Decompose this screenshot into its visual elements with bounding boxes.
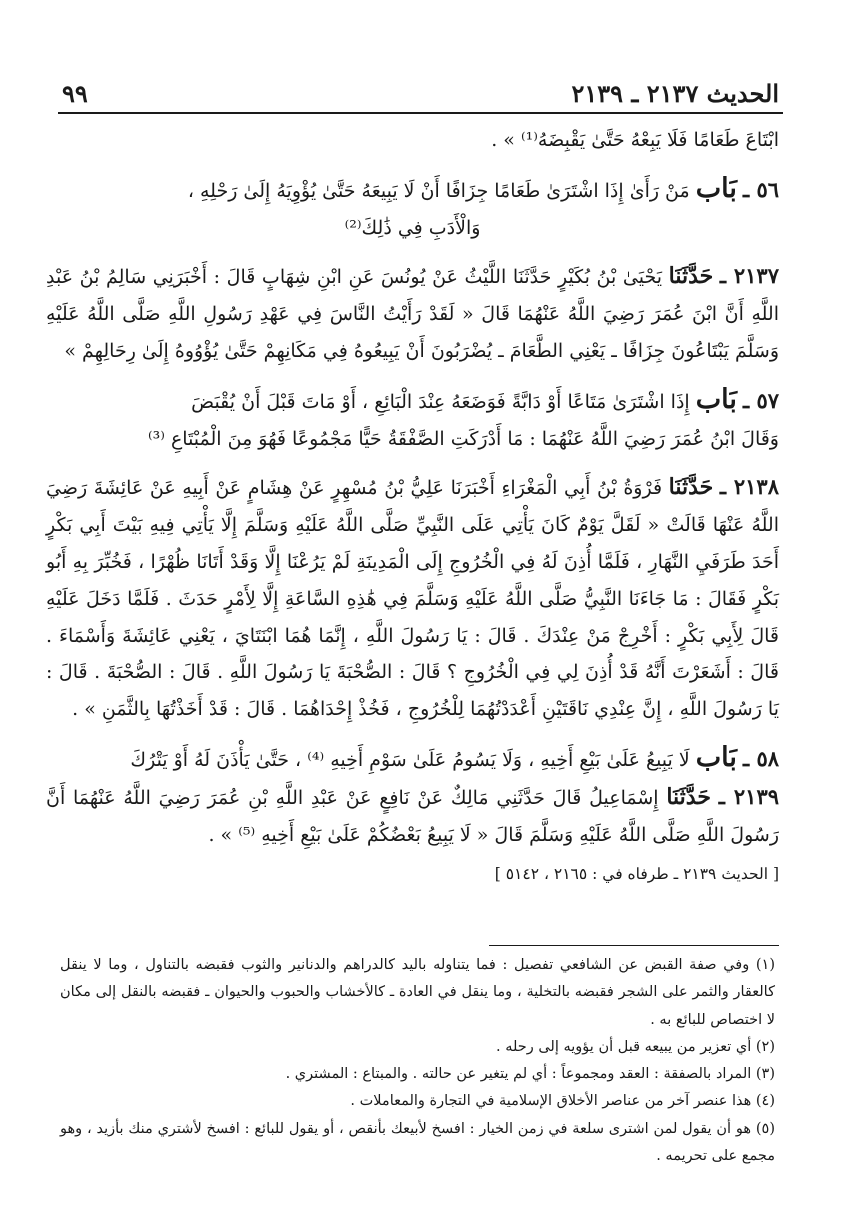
hadith-text: فَرْوَةُ بْنُ أَبِي الْمَغْرَاءِ أَخْبَرَنَا عَلِيُّ بْنُ مُسْهِرٍ عَنْ هِشَامٍ عَنْ أَبِيهِ عَنْ عَائِشَةَ رَضِيَ اللَّهُ عَنْهَا قَالَتْ « لَقَلَّ يَوْمٌ كَانَ يَأْتِي عَلَى النَّبِيِّ صَلَّى اللَّهُ عَلَيْهِ وَسَلَّمَ إِلَّا يَأْتِي فِيهِ بَيْتَ أَبِي بَكْرٍ أَحَدَ طَرَفَيِ النَّهَارِ ، فَلَمَّا أُذِنَ لَهُ فِي الْخُرُوجِ إِلَى الْمَدِينَةِ لَمْ يَرُعْنَا إِلَّا وَقَدْ أَتَانَا ظُهْرًا ، فَخُبِّرَ بِهِ أَبُو بَكْرٍ فَقَالَ : مَا جَاءَنَا النَّبِيُّ صَلَّى اللَّهُ عَلَيْهِ وَسَلَّمَ فِي هَٰذِهِ السَّاعَةِ إِلَّا لِأَمْرٍ حَدَثَ . فَلَمَّا دَخَلَ عَلَيْهِ قَالَ لِأَبِي بَكْرٍ : أَخْرِجْ مَنْ عِنْدَكَ . قَالَ : يَا رَسُولَ اللَّهِ ، إِنَّمَا هُمَا ابْنَتَايَ ، يَعْنِي عَائِشَةَ وَأَسْمَاءَ . قَالَ : أَشَعَرْتَ أَنَّهُ قَدْ أُذِنَ لِي فِي الْخُرُوجِ ؟ قَالَ : الصُّحْبَةَ يَا رَسُولَ اللَّهِ . قَالَ : الصُّحْبَةَ . قَالَ : يَا رَسُولَ اللَّهِ ، إِنَّ عِنْدِي نَاقَتَيْنِ أَعْدَدْتُهُمَا لِلْخُرُوجِ ، فَخُذْ إِحْدَاهُمَا . قَالَ : قَدْ أَخَذْتُهَا بِالثَّمَنِ » . xyxy=(46,477,779,721)
chapter-57 xyxy=(46,382,779,458)
chapter-title: لَا يَبِيعُ عَلَىٰ بَيْعِ أَخِيهِ ، وَلَا يَسُومُ عَلَىٰ سَوْمِ أَخِيهِ ⁽⁴⁾ ، حَتَّىٰ يَأْذَنَ لَهُ أَوْ يَتْرُكَ xyxy=(130,748,690,771)
footnote-4: (٤) هذا عنصر آخر من عناصر الأخلاق الإسلامية في التجارة والمعاملات . xyxy=(350,1093,775,1110)
hadith-2139 xyxy=(46,779,779,854)
chapter-label: بَاب xyxy=(695,383,737,415)
chapter-number: ٥٦ ـ xyxy=(742,176,779,202)
chapter-number: ٥٨ ـ xyxy=(742,745,779,771)
chapter-label: بَاب xyxy=(695,741,737,773)
header-title: الحديث ٢١٣٧ ـ ٢١٣٩ xyxy=(571,79,779,108)
hadith-text: يَحْيَىٰ بْنُ بُكَيْرٍ حَدَّثَنَا اللَّيْثُ عَنْ يُونُسَ عَنِ ابْنِ شِهَابٍ قَالَ : أَخْبَرَنِي سَالِمُ بْنُ عَبْدِ اللَّهِ أَنَّ ابْنَ عُمَرَ رَضِيَ اللَّهُ عَنْهُمَا قَالَ « لَقَدْ رَأَيْتُ النَّاسَ فِي عَهْدِ رَسُولِ اللَّهِ صَلَّى اللَّهُ عَلَيْهِ وَسَلَّمَ يَبْتَاعُونَ جِزَافًا ـ يَعْنِي الطَّعَامَ ـ يُضْرَبُونَ أَنْ يَبِيعُوهُ فِي مَكَانِهِمْ حَتَّىٰ يُؤْوُوهُ إِلَىٰ رِحَالِهِمْ » xyxy=(46,266,779,362)
footnotes xyxy=(60,952,775,1170)
footnote-separator xyxy=(489,945,779,946)
hadith-2138 xyxy=(46,469,779,728)
haddathana-word: حَدَّثَنَا xyxy=(668,474,714,501)
chapter-quote: وَقَالَ ابْنُ عُمَرَ رَضِيَ اللَّهُ عَنْهُمَا : مَا أَدْرَكَتِ الصَّفْقَةُ حَيًّا مَجْمُوعًا فَهُوَ مِنَ الْمُبْتَاعِ ⁽³⁾ xyxy=(147,427,779,450)
hadith-cross-reference: [ الحديث ٢١٣٩ ـ طرفاه في : ٢١٦٥ ، ٥١٤٢ ] xyxy=(494,865,779,884)
header-rule xyxy=(58,112,783,114)
hadith-text: إِسْمَاعِيلُ قَالَ حَدَّثَنِي مَالِكٌ عَنْ نَافِعٍ عَنْ عَبْدِ اللَّهِ بْنِ عُمَرَ رَضِيَ اللَّهُ عَنْهُمَا أَنَّ رَسُولَ اللَّهِ صَلَّى اللَّهُ عَلَيْهِ وَسَلَّمَ قَالَ « لَا يَبِيعُ بَعْضُكُمْ عَلَىٰ بَيْعِ أَخِيهِ ⁽⁵⁾ » . xyxy=(46,786,779,846)
chapter-58 xyxy=(46,740,779,779)
haddathana-word: حَدَّثَنَا xyxy=(668,263,714,290)
page-header xyxy=(62,74,779,114)
chapter-label: بَاب xyxy=(695,172,737,204)
chapter-number: ٥٧ ـ xyxy=(742,387,779,413)
hadith-2137 xyxy=(46,258,779,369)
footnote-2: (٢) أي تعزير من يبيعه قبل أن يؤويه إلى رحله . xyxy=(495,1038,775,1055)
footnote-5: (٥) هو أن يقول لمن اشترى سلعة في زمن الخيار : افسخ لأبيعك بأنقص ، أو يقول للبائع : افسخ لأشتري منك بأزيد ، وهو مجمع على تحريمه . xyxy=(60,1120,775,1165)
main-text xyxy=(46,122,779,889)
footnote-3: (٣) المراد بالصفقة : العقد ومجموعاً : أي لم يتغير عن حالته . والمبتاع : المشتري . xyxy=(285,1066,775,1083)
chapter-title: إِذَا اشْتَرَىٰ مَتَاعًا أَوْ دَابَّةً فَوَضَعَهُ عِنْدَ الْبَائِعِ ، أَوْ مَاتَ قَبْلَ أَنْ يُقْبَضَ xyxy=(191,390,690,413)
hadith-number: ٢١٣٨ ـ xyxy=(719,474,779,500)
hadith-number: ٢١٣٩ ـ xyxy=(718,783,780,809)
continuation-text: ابْتَاعَ طَعَامًا فَلَا يَبِعْهُ حَتَّىٰ يَقْبِضَهُ⁽¹⁾ » . xyxy=(491,129,779,151)
hadith-number: ٢١٣٧ ـ xyxy=(719,263,779,289)
chapter-title: مَنْ رَأَىٰ إِذَا اشْتَرَىٰ طَعَامًا جِزَافًا أَنْ لَا يَبِيعَهُ حَتَّىٰ يُؤْوِيَهُ إِلَىٰ رَحْلِهِ ، xyxy=(187,179,690,202)
chapter-title-continued: وَالْأَدَبِ فِي ذَٰلِكَ⁽²⁾ xyxy=(344,216,481,239)
haddathana-word: حَدَّثَنَا xyxy=(666,783,711,810)
footnote-1: (١) وفي صفة القبض عن الشافعي تفصيل : فما يتناوله باليد كالدراهم والدنانير والثوب فقبضه بالتناول ، وما لا ينقل كالعقار والثمر على الشجر فقبضه بالتخلية ، وما ينقل في العادة ـ كالأخشاب والحبوب والحيوان ـ فقبضه بالنقل إلى مكان لا اختصاص للبائع به . xyxy=(60,957,775,1028)
chapter-56 xyxy=(46,171,779,247)
page-number: ٩٩ xyxy=(62,79,88,108)
